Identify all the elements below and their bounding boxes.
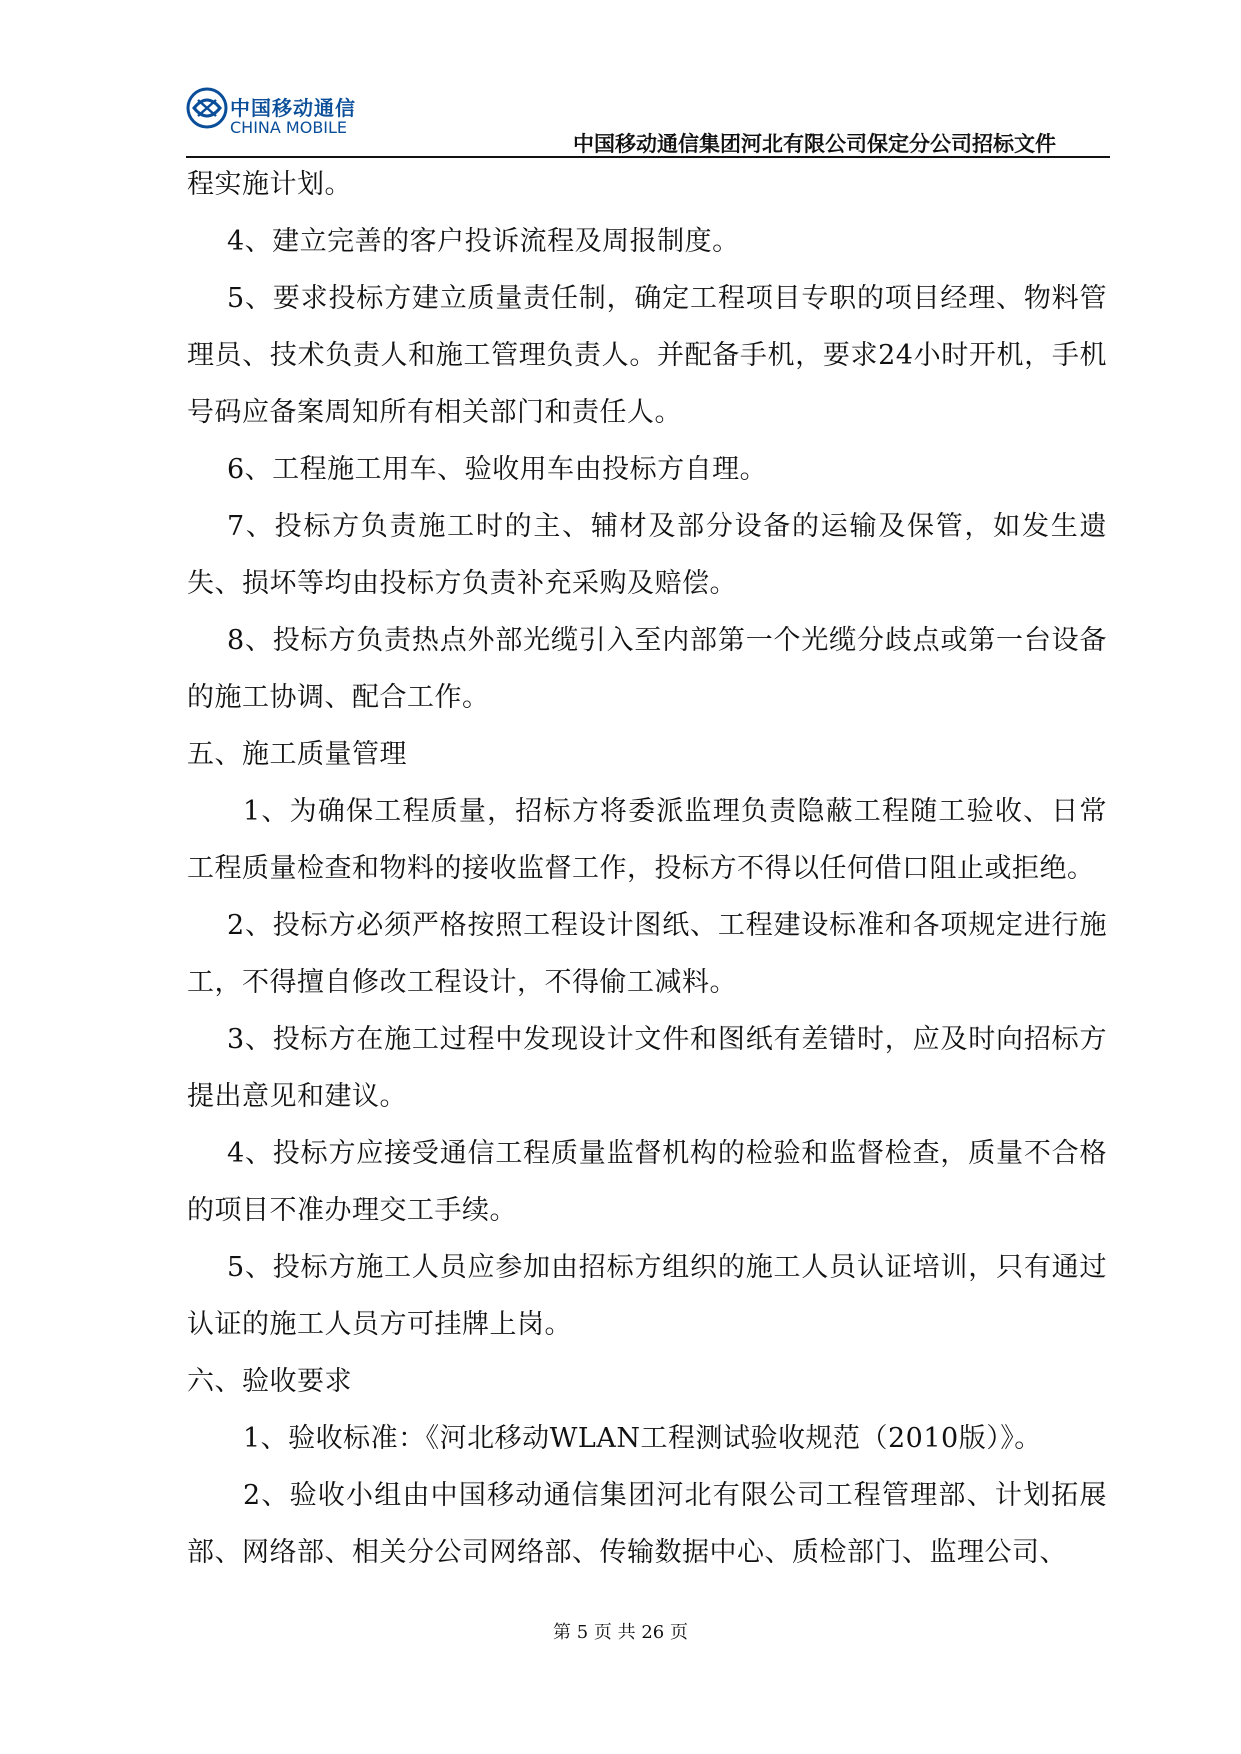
page-header bbox=[186, 86, 1110, 158]
china-mobile-emblem-icon bbox=[186, 86, 228, 130]
section-heading: 六、验收要求 bbox=[187, 1366, 352, 1397]
paragraph: 7、投标方负责施工时的主、辅材及部分设备的运输及保管，如发生遗失、损坏等均由投标方负责补充采购及赔偿。 bbox=[187, 511, 1107, 599]
paragraph: 8、投标方负责热点外部光缆引入至内部第一个光缆分歧点或第一台设备的施工协调、配合工作。 bbox=[187, 625, 1107, 713]
paragraph: 1、验收标准：《河北移动WLAN工程测试验收规范（2010版）》。 bbox=[243, 1423, 1042, 1454]
china-mobile-logo bbox=[186, 86, 356, 154]
paragraph: 4、投标方应接受通信工程质量监督机构的检验和监督检查，质量不合格的项目不准办理交工手续。 bbox=[187, 1138, 1107, 1226]
page-number: 第 5 页 共 26 页 bbox=[553, 1622, 688, 1643]
section-heading: 五、施工质量管理 bbox=[187, 739, 407, 770]
logo-english-text: CHINA MOBILE bbox=[230, 118, 348, 137]
document-header-title: 中国移动通信集团河北有限公司保定分公司招标文件 bbox=[573, 132, 1056, 156]
paragraph: 5、要求投标方建立质量责任制，确定工程项目专职的项目经理、物料管理员、技术负责人和施工管理负责人。并配备手机，要求24小时开机，手机号码应备案周知所有相关部门和责任人。 bbox=[187, 283, 1107, 428]
logo-chinese-text: 中国移动通信 bbox=[230, 96, 356, 120]
paragraph: 6、工程施工用车、验收用车由投标方自理。 bbox=[227, 454, 768, 485]
paragraph: 3、投标方在施工过程中发现设计文件和图纸有差错时，应及时向招标方提出意见和建议。 bbox=[187, 1024, 1107, 1112]
paragraph: 2、投标方必须严格按照工程设计图纸、工程建设标准和各项规定进行施工，不得擅自修改工程设计，不得偷工减料。 bbox=[187, 910, 1107, 998]
paragraph: 4、建立完善的客户投诉流程及周报制度。 bbox=[227, 226, 740, 257]
paragraph: 5、投标方施工人员应参加由招标方组织的施工人员认证培训，只有通过认证的施工人员方可挂牌上岗。 bbox=[187, 1252, 1107, 1340]
paragraph: 2、验收小组由中国移动通信集团河北有限公司工程管理部、计划拓展部、网络部、相关分公司网络部、传输数据中心、质检部门、监理公司、 bbox=[187, 1480, 1107, 1568]
paragraph: 1、为确保工程质量，招标方将委派监理负责隐蔽工程随工验收、日常工程质量检查和物料的接收监督工作，投标方不得以任何借口阻止或拒绝。 bbox=[187, 796, 1107, 884]
document-body bbox=[187, 156, 1107, 1581]
paragraph: 程实施计划。 bbox=[187, 169, 352, 200]
